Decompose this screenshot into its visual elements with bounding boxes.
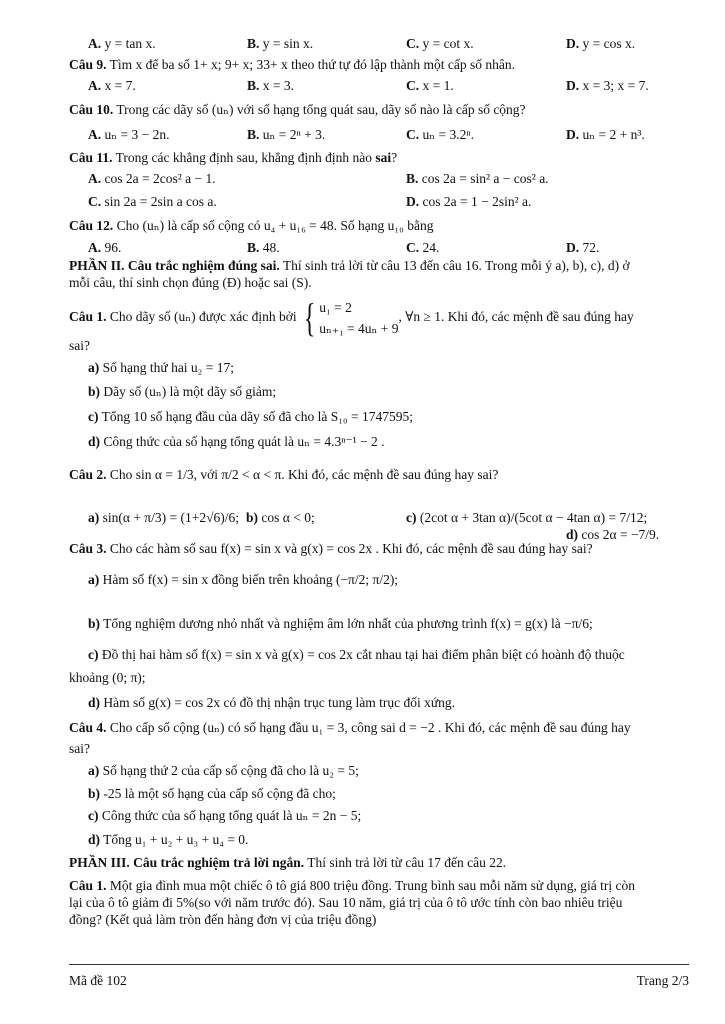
q8-option-c: C. y = cot x. bbox=[406, 36, 474, 51]
p2q4-stem-cont: sai? bbox=[69, 741, 90, 756]
p3q1-line1: Câu 1. Một gia đình mua một chiếc ô tô giá 800 triệu đồng. Trung bình sau mỗi năm sử dụng, giá trị còn bbox=[69, 878, 636, 893]
p2q1-stem: Câu 1. Cho dãy số (uₙ) được xác định bởi { u₁ = 2 uₙ₊₁ = 4uₙ + 9 , ∀n ≥ 1. Khi đó, các mệnh đề sau đúng hay bbox=[69, 294, 634, 340]
q11-option-c: C. sin 2a = 2sin a cos a. bbox=[88, 194, 217, 209]
p2q3-item-a: a) Hàm số f(x) = sin x đồng biến trên khoảng (−π/2; π/2); bbox=[88, 572, 399, 587]
p2q2-item-b: b) cos α < 0; bbox=[246, 510, 315, 525]
p2q3-item-c-cont: khoảng (0; π); bbox=[69, 670, 146, 685]
p2q1-item-d: d) Công thức của số hạng tổng quát là uₙ = 4.3ⁿ⁻¹ − 2 . bbox=[88, 434, 385, 449]
p2q2-item-d: d) cos 2α = −7/9. bbox=[566, 527, 660, 542]
p2q2-item-c: c) (2cot α + 3tan α)/(5cot α − 4tan α) = 7/12; bbox=[406, 510, 648, 525]
p2q4-stem: Câu 4. Cho cấp số cộng (uₙ) có số hạng đầu u₁ = 3, công sai d = −2 . Khi đó, các mệnh đề sau đúng hay bbox=[69, 720, 631, 735]
q10-option-c: C. uₙ = 3.2ⁿ. bbox=[406, 127, 474, 142]
q9-option-d: D. x = 3; x = 7. bbox=[566, 78, 649, 93]
q9-option-b: B. x = 3. bbox=[247, 78, 295, 93]
q9-option-a: A. x = 7. bbox=[88, 78, 136, 93]
p2q1-item-a: a) Số hạng thứ hai u₂ = 17; bbox=[88, 360, 235, 375]
p2q3-item-d: d) Hàm số g(x) = cos 2x có đồ thị nhận trục tung làm trục đối xứng. bbox=[88, 695, 456, 710]
p2q3-stem: Câu 3. Cho các hàm số sau f(x) = sin x và g(x) = cos 2x . Khi đó, các mệnh đề sau đúng hay sai? bbox=[69, 541, 593, 556]
q8-option-a: A. y = tan x. bbox=[88, 36, 156, 51]
p2q4-item-d: d) Tổng u₁ + u₂ + u₃ + u₄ = 0. bbox=[88, 832, 249, 847]
part2-instructions: mỗi câu, thí sinh chọn đúng (Đ) hoặc sai (S). bbox=[69, 275, 312, 290]
q12-option-a: A. 96. bbox=[88, 240, 122, 255]
p3q1-line2: lại của ô tô giảm đi 5%(so với năm trước đó). Sau 10 năm, giá trị của ô tô ước tính còn bao nhiêu triệu bbox=[69, 895, 623, 910]
q12-option-c: C. 24. bbox=[406, 240, 440, 255]
q11-option-b: B. cos 2a = sin² a − cos² a. bbox=[406, 171, 549, 186]
part2-heading: PHẦN II. Câu trắc nghiệm đúng sai. Thí sinh trả lời từ câu 13 đến câu 16. Trong mỗi ý a), b), c), d) ở bbox=[69, 258, 630, 273]
q10-stem: Câu 10. Trong các dãy số (uₙ) với số hạng tổng quát sau, dãy số nào là cấp số cộng? bbox=[69, 102, 526, 117]
q12-option-d: D. 72. bbox=[566, 240, 600, 255]
q12-stem: Câu 12. Cho (uₙ) là cấp số cộng có u₄ + u₁₆ = 48. Số hạng u₁₀ bằng bbox=[69, 218, 434, 233]
q10-option-b: B. uₙ = 2ⁿ + 3. bbox=[247, 127, 326, 142]
q11-option-a: A. cos 2a = 2cos² a − 1. bbox=[88, 171, 216, 186]
p2q4-item-c: c) Công thức của số hạng tổng quát là uₙ = 2n − 5; bbox=[88, 808, 362, 823]
q8-option-b: B. y = sin x. bbox=[247, 36, 314, 51]
part3-heading: PHẦN III. Câu trắc nghiệm trả lời ngắn. Thí sinh trả lời từ câu 17 đến câu 22. bbox=[69, 855, 507, 870]
p2q2-stem: Câu 2. Cho sin α = 1/3, với π/2 < α < π. Khi đó, các mệnh đề sau đúng hay sai? bbox=[69, 467, 499, 482]
p2q3-item-b: b) Tổng nghiệm dương nhỏ nhất và nghiệm âm lớn nhất của phương trình f(x) = g(x) là −π/6; bbox=[88, 616, 593, 631]
p2q1-stem-cont: sai? bbox=[69, 338, 90, 353]
p3q1-line3: đồng? (Kết quả làm tròn đến hàng đơn vị của triệu đồng) bbox=[69, 912, 377, 927]
p2q4-item-a: a) Số hạng thứ 2 của cấp số cộng đã cho là u₂ = 5; bbox=[88, 763, 359, 778]
footer-divider bbox=[69, 964, 689, 965]
q12-option-b: B. 48. bbox=[247, 240, 280, 255]
q9-stem: Câu 9. Tìm x để ba số 1+ x; 9+ x; 33+ x theo thứ tự đó lập thành một cấp số nhân. bbox=[69, 57, 515, 72]
q11-stem: Câu 11. Trong các khẳng định sau, khẳng định định nào sai? bbox=[69, 150, 398, 165]
q10-option-a: A. uₙ = 3 − 2n. bbox=[88, 127, 170, 142]
footer-page-number: Trang 2/3 bbox=[636, 973, 689, 988]
q11-option-d: D. cos 2a = 1 − 2sin² a. bbox=[406, 194, 532, 209]
q9-option-c: C. x = 1. bbox=[406, 78, 454, 93]
q8-option-d: D. y = cos x. bbox=[566, 36, 636, 51]
p2q1-item-b: b) Dãy số (uₙ) là một dãy số giảm; bbox=[88, 384, 277, 399]
p2q3-item-c: c) Đồ thị hai hàm số f(x) = sin x và g(x) = cos 2x cắt nhau tại hai điểm phân biệt có hoành độ thuộc bbox=[88, 647, 625, 662]
p2q2-item-a: a) sin(α + π/3) = (1+2√6)/6; bbox=[88, 510, 240, 525]
p2q4-item-b: b) -25 là một số hạng của cấp số cộng đã cho; bbox=[88, 786, 336, 801]
q10-option-d: D. uₙ = 2 + n³. bbox=[566, 127, 645, 142]
footer-exam-code: Mã đề 102 bbox=[69, 973, 127, 988]
p2q1-item-c: c) Tổng 10 số hạng đầu của dãy số đã cho là S₁₀ = 1747595; bbox=[88, 409, 413, 424]
